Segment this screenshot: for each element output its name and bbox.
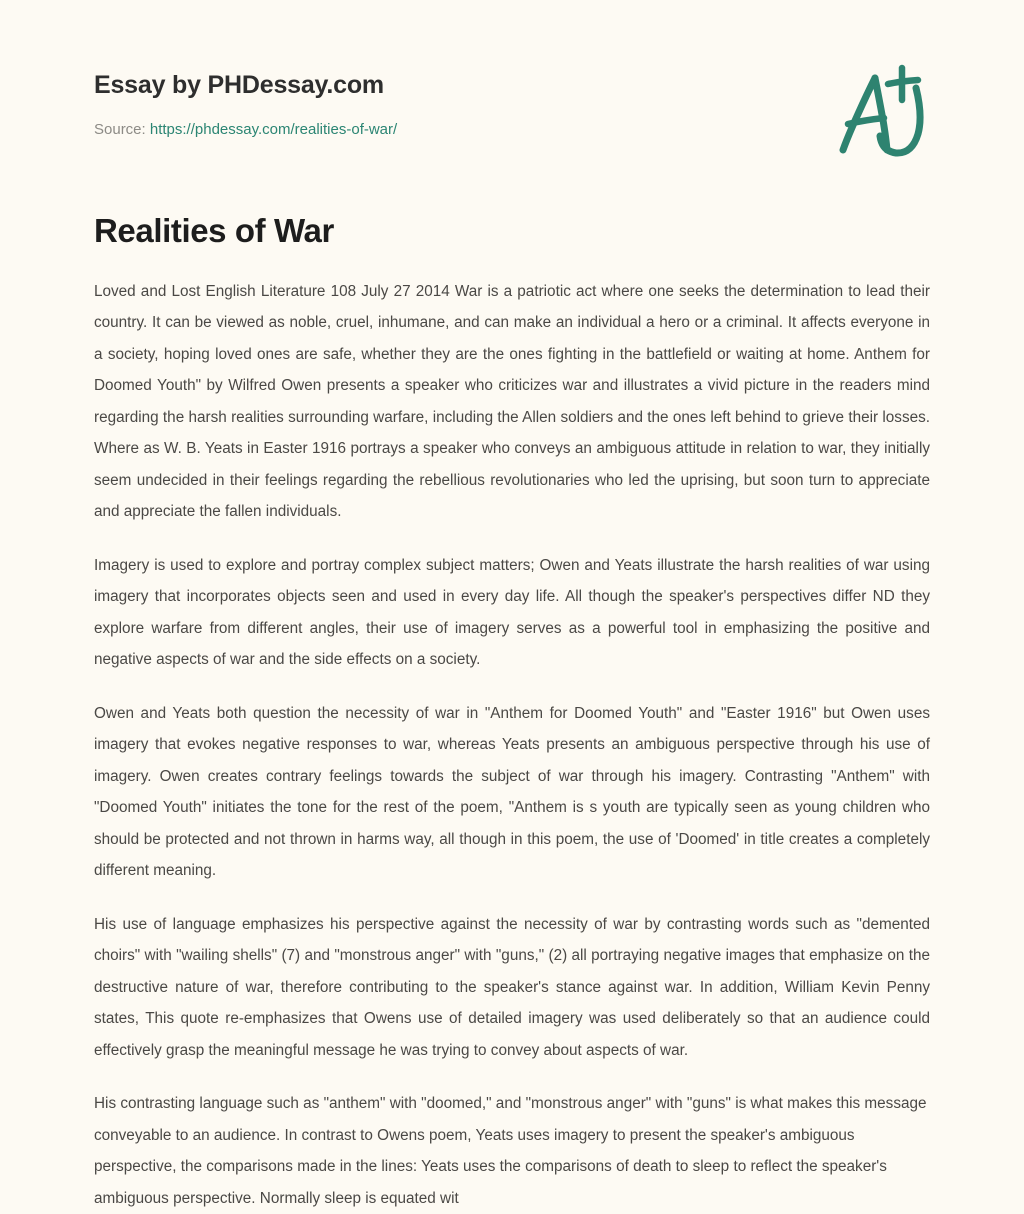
essay-paragraph: Owen and Yeats both question the necessity of war in "Anthem for Doomed Youth" and "Easter 1916" but Owen uses imagery that evokes negative responses to war, whereas Yeats presents an ambiguous perspective through his use of imagery. Owen creates contrary feelings towards the subject of war through his imagery. Contrasting "Anthem" with "Doomed Youth" initiates the tone for the rest of the poem, "Anthem is s youth are typically seen as young children who should be protected and not thrown in harms way, all though in this poem, the use of 'Doomed' in title creates a completely different meaning. [94,704,930,880]
source-label: Source: [94,121,146,138]
source-url-link[interactable]: https://phdessay.com/realities-of-war/ [149,121,398,138]
source-line [94,120,930,140]
page-title: Realities of War [94,212,334,249]
essay-body [0,250,1024,1214]
page-header [0,0,1024,138]
essay-paragraph: His use of language emphasizes his perspective against the necessity of war by contrasting words such as "demented choirs" with "wailing shells" (7) and "monstrous anger" with "guns," (2) all portraying negative images that emphasize on the destructive nature of war, therefore contributing to the speaker's stance against war. In addition, William Kevin Penny states, This quote re-emphasizes that Owens use of detailed imagery was used deliberately so that an audience could effectively grasp the meaningful message he was trying to convey about aspects of war. [94,915,930,1059]
brand-title: Essay by PHDessay.com [94,71,384,99]
a-plus-logo-icon [826,58,936,168]
essay-paragraph: Loved and Lost English Literature 108 July 27 2014 War is a patriotic act where one seeks the determination to lead their country. It can be viewed as noble, cruel, inhumane, and can make an individual a hero or a criminal. It affects everyone in a society, hoping loved ones are safe, whether they are the ones fighting in the battlefield or waiting at home. Anthem for Doomed Youth" by Wilfred Owen presents a speaker who criticizes war and illustrates a vivid picture in the readers mind regarding the harsh realities surrounding warfare, including the Allen soldiers and the ones left behind to grieve their losses. Where as W. B. Yeats in Easter 1916 portrays a speaker who conveys an ambiguous attitude in relation to war, they initially seem undecided in their feelings regarding the rebellious revolutionaries who led the uprising, but soon turn to appreciate and appreciate the fallen individuals. [94,282,930,521]
essay-paragraph: Imagery is used to explore and portray complex subject matters; Owen and Yeats illustrate the harsh realities of war using imagery that incorporates objects seen and used in every day life. All though the speaker's perspectives differ ND they explore warfare from different angles, their use of imagery serves as a powerful tool in emphasizing the positive and negative aspects of war and the side effects on a society. [94,556,930,669]
essay-paragraph: His contrasting language such as "anthem" with "doomed," and "monstrous anger" with "guns" is what makes this message conveyable to an audience. In contrast to Owens poem, Yeats uses imagery to present the speaker's ambiguous perspective, the comparisons made in the lines: Yeats uses the comparisons of death to sleep to reflect the speaker's ambiguous perspective. Normally sleep is equated wit [94,1095,927,1207]
